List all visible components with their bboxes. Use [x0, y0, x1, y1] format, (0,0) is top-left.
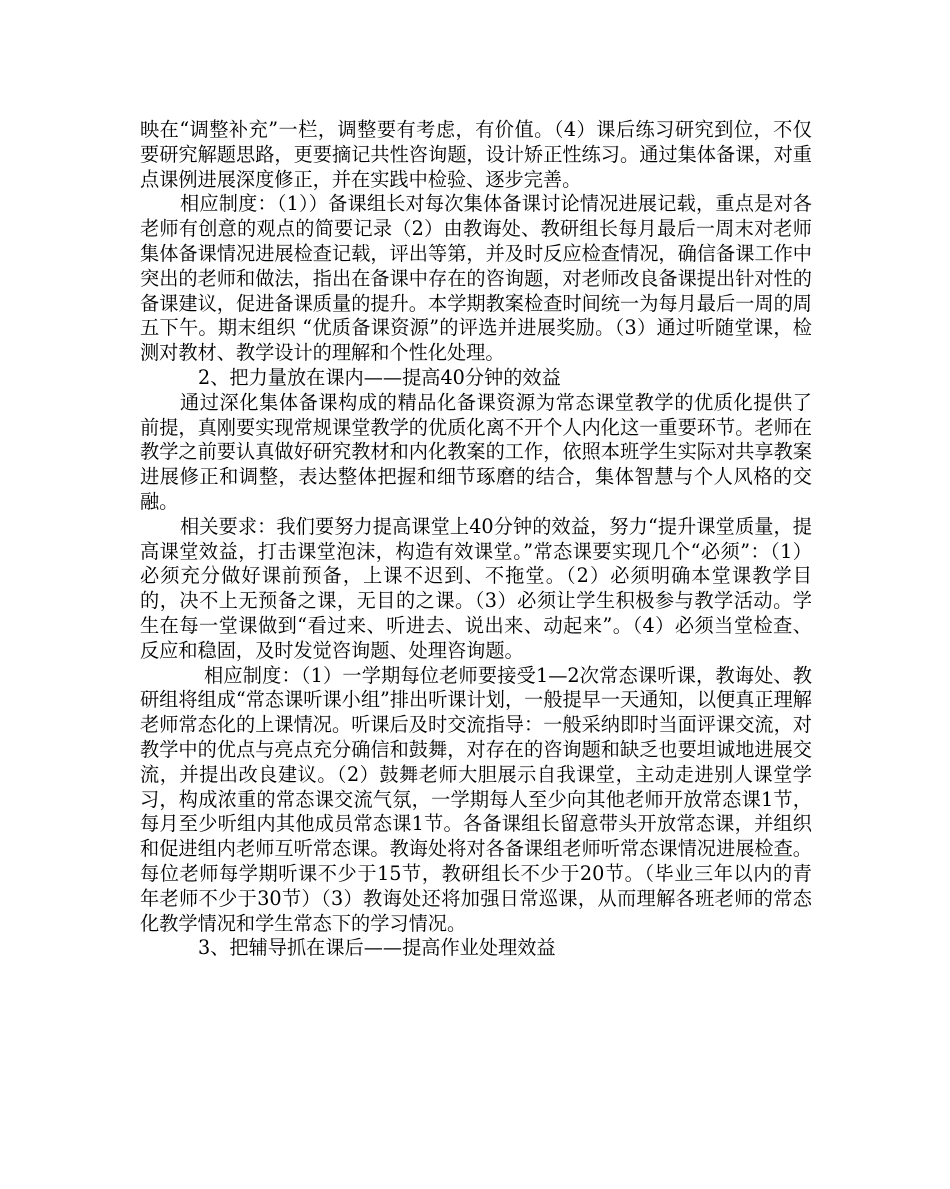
paragraph-2: 相应制度：（1））备课组长对每次集体备课讨论情况进展记载，重点是对各老师有创意的观点的简要记录（2）由教诲处、教研组长每月最后一周末对老师集体备课情况进展检查记载，评出等第，并及时反应检查情况，确信备课工作中突出的老师和做法，指出在备课中存在的咨询题，对老师改良备课提出针对性的备课建议，促进备课质量的提升。本学期教案检查时间统一为每月最后一周的周五下午。期末组织 “优质备课资源”的评选并进展奖励。（3）通过听随堂课，检测对教材、教学设计的理解和个性化处理。	[140, 192, 812, 365]
paragraph-5: 相应制度：（1）一学期每位老师要接受1—2次常态课听课，教诲处、教研组将组成“常态课听课小组”排出听课计划，一般提早一天通知，以便真正理解老师常态化的上课情况。听课后及时交流指导：一般采纳即时当面评课交流，对教学中的优点与亮点充分确信和鼓舞，对存在的咨询题和缺乏也要坦诚地进展交流，并提出改良建议。（2）鼓舞老师大胆展示自我课堂，主动走进别人课堂学习，构成浓重的常态课交流气氛，一学期每人至少向其他老师开放常态课1节，每月至少听组内其他成员常态课1节。各备课组长留意带头开放常态课，并组织和促进组内老师互听常态课。教诲处将对各备课组老师听常态课情况进展检查。每位老师每学期听课不少于15节，教研组长不少于20节。（毕业三年以内的青年老师不少于30节）（3）教诲处还将加强日常巡课，从而理解各班老师的常态化教学情况和学生常态下的学习情况。	[140, 663, 812, 935]
paragraph-1: 映在“调整补充”一栏，调整要有考虑，有价值。（4）课后练习研究到位，不仅要研究解题思路，更要摘记共性咨询题，设计矫正性练习。通过集体备课，对重点课例进展深度修正，并在实践中检验、逐步完善。	[140, 118, 812, 191]
paragraph-3: 通过深化集体备课构成的精品化备课资源为常态课堂教学的优质化提供了前提，真刚要实现常规课堂教学的优质化离不开个人内化这一重要环节。老师在教学之前要认真做好研究教材和内化教案的工作，依照本班学生实际对共享教案进展修正和调整，表达整体把握和细节琢磨的结合，集体智慧与个人风格的交融。	[140, 390, 812, 513]
document-body	[140, 118, 812, 961]
paragraph-4: 相关要求：我们要努力提高课堂上40分钟的效益，努力“提升课堂质量，提高课堂效益，打击课堂泡沫，构造有效课堂。”常态课要实现几个“必须”：（1）必须充分做好课前预备，上课不迟到、不拖堂。（2）必须明确本堂课教学目的，决不上无预备之课，无目的之课。（3）必须让学生积极参与教学活动。学生在每一堂课做到“看过来、听进去、说出来、动起来”。（4）必须当堂检查、反应和稳固，及时发觉咨询题、处理咨询题。	[140, 514, 812, 662]
section-heading-2: 2、把力量放在课内——提高40分钟的效益	[198, 365, 561, 389]
section-heading-3: 3、把辅导抓在课后——提高作业处理效益	[198, 936, 556, 960]
